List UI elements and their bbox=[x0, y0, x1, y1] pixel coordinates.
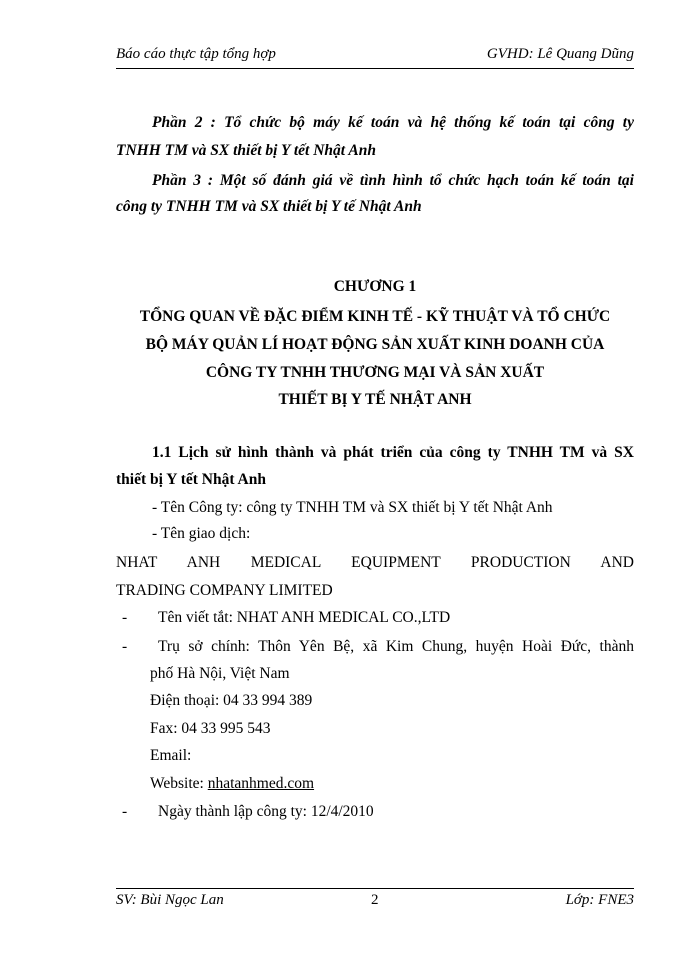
bullet-dash: - bbox=[122, 803, 128, 820]
trade-name-line1: NHAT ANH MEDICAL EQUIPMENT PRODUCTION AND bbox=[116, 554, 634, 571]
footer-student: SV: Bùi Ngọc Lan bbox=[116, 892, 224, 908]
part3-line2: công ty TNHH TM và SX thiết bị Y tế Nhật Anh bbox=[116, 198, 422, 215]
company-name: - Tên Công ty: công ty TNHH TM và SX thiết bị Y tết Nhật Anh bbox=[152, 499, 553, 516]
hq-line2: phố Hà Nội, Việt Nam bbox=[150, 665, 290, 682]
phone: Điện thoại: 04 33 994 389 bbox=[150, 692, 313, 709]
chapter-title-line-1: TỔNG QUAN VỀ ĐẶC ĐIỂM KINH TẾ - KỸ THUẬT VÀ TỔ CHỨC bbox=[139, 308, 611, 325]
fax: Fax: 04 33 995 543 bbox=[150, 720, 271, 737]
part2-line1: Phần 2 : Tổ chức bộ máy kế toán và hệ thống kế toán tại công ty bbox=[152, 114, 634, 131]
trade-name-line2: TRADING COMPANY LIMITED bbox=[116, 582, 333, 599]
abbrev-text: Tên viết tắt: NHAT ANH MEDICAL CO.,LTD bbox=[158, 609, 451, 626]
page-number: 2 bbox=[371, 892, 379, 908]
part3-line1: Phần 3 : Một số đánh giá về tình hình tổ chức hạch toán kế toán tại bbox=[152, 172, 634, 189]
trade-name-label: - Tên giao dịch: bbox=[152, 525, 251, 542]
website-link[interactable]: nhatanhmed.com bbox=[207, 775, 315, 792]
founded-text: Ngày thành lập công ty: 12/4/2010 bbox=[158, 803, 374, 820]
chapter-title-line-2: BỘ MÁY QUẢN LÍ HOẠT ĐỘNG SẢN XUẤT KINH DOANH CỦA bbox=[145, 336, 605, 353]
hq-line1: Trụ sở chính: Thôn Yên Bệ, xã Kim Chung, huyện Hoài Đức, thành bbox=[158, 638, 634, 655]
chapter-title-line-4: THIẾT BỊ Y TẾ NHẬT ANH bbox=[278, 391, 472, 408]
section-heading-line2: thiết bị Y tết Nhật Anh bbox=[116, 471, 266, 488]
part2-line2: TNHH TM và SX thiết bị Y tết Nhật Anh bbox=[116, 142, 376, 159]
page-header bbox=[116, 46, 634, 63]
bullet-dash: - bbox=[122, 609, 128, 626]
chapter-title-line-3: CÔNG TY TNHH THƯƠNG MẠI VÀ SẢN XUẤT bbox=[205, 364, 545, 381]
bullet-dash: - bbox=[122, 638, 128, 655]
chapter-number: CHƯƠNG 1 bbox=[333, 278, 417, 295]
website bbox=[150, 771, 634, 797]
website-label: Website: bbox=[150, 775, 208, 792]
header-rule bbox=[116, 68, 634, 69]
section-heading-line1: 1.1 Lịch sử hình thành và phát triển của công ty TNHH TM và SX bbox=[152, 444, 634, 461]
header-report-title: Báo cáo thực tập tổng hợp bbox=[116, 46, 276, 62]
header-supervisor: GVHD: Lê Quang Dũng bbox=[486, 46, 634, 62]
email: Email: bbox=[150, 747, 192, 764]
footer-class: Lớp: FNE3 bbox=[565, 892, 634, 908]
footer-rule bbox=[116, 888, 634, 889]
